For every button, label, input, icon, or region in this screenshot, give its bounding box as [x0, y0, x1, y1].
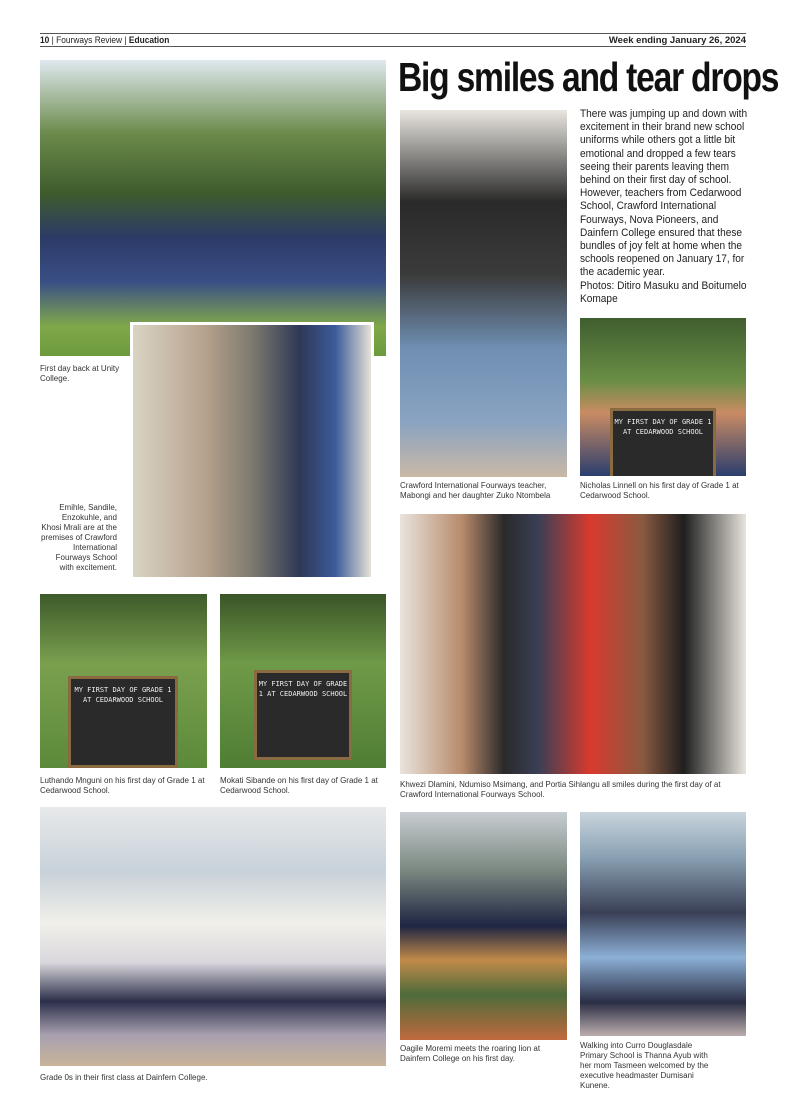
caption-mokati: Mokati Sibande on his first day of Grade 1 at Cedarwood School.: [220, 776, 378, 795]
photo-mokati: [220, 594, 386, 768]
letter-board: MY FIRST DAY OF GRADE 1 AT CEDARWOOD SCHOOL: [68, 676, 178, 768]
intro-paragraph: There was jumping up and down with excitement in their brand new school uniforms while others got a little bit emotional and dropped a few tears seeing their parents leaving them behind on their first day of school. However, teachers from Cedarwood School, Crawford International Fourways, Nova Pioneers, and Dainfern College ensured that these bundles of joy felt at home when the schools reopened on January 17, for the academic year.: [580, 108, 748, 279]
photo-grade0-class: [40, 807, 386, 1066]
headline: Big smiles and tear drops: [398, 54, 779, 100]
caption-mabongi: Crawford International Fourways teacher, Mabongi and her daughter Zuko Ntombela: [400, 481, 551, 500]
caption-khwezi: Khwezi Dlamini, Ndumiso Msimang, and Portia Sihlangu all smiles during the first day of at Crawford International Fourways School.: [400, 780, 721, 799]
photo-unity-college: [40, 60, 386, 356]
letter-board: MY FIRST DAY OF GRADE 1 AT CEDARWOOD SCHOOL: [610, 408, 716, 476]
publication-name: Fourways Review: [56, 35, 123, 46]
caption-grade0: Grade 0s in their first class at Dainfern College.: [40, 1073, 208, 1082]
caption-mrali: Emihle, Sandile, Enzokuhle, and Khosi Mrali are at the premises of Crawford International Fourways School with excitement.: [40, 503, 117, 572]
page-header-left: 10 | Fourways Review | Education: [40, 35, 170, 46]
photo-luthando: [40, 594, 207, 768]
page-number: 10: [40, 35, 50, 46]
caption-luthando: Luthando Mnguni on his first day of Grade 1 at Cedarwood School.: [40, 776, 205, 795]
header-rule: [40, 46, 746, 47]
photo-nicholas: [580, 318, 746, 476]
photo-khwezi-ndumiso-portia: [400, 514, 746, 774]
photo-credit: Photos: Ditiro Masuku and Boitumelo Komape: [580, 279, 747, 305]
issue-date: Week ending January 26, 2024: [608, 35, 746, 46]
photo-mrali-family: [130, 322, 374, 580]
photo-oagile-lion: [400, 812, 567, 1040]
photo-mabongi-zuko: [400, 110, 567, 477]
letter-board: MY FIRST DAY OF GRADE 1 AT CEDARWOOD SCHOOL: [254, 670, 352, 760]
intro-text: [580, 108, 750, 306]
top-rule: [40, 33, 746, 34]
photo-thanna-ayub: [580, 812, 746, 1036]
caption-nicholas: Nicholas Linnell on his first day of Grade 1 at Cedarwood School.: [580, 481, 739, 500]
caption-thanna: Walking into Curro Douglasdale Primary School is Thanna Ayub with her mom Tasmeen welcomed by the executive headmaster Dumisani Kunene.: [580, 1041, 709, 1090]
caption-oagile: Oagile Moremi meets the roaring lion at Dainfern College on his first day.: [400, 1044, 541, 1063]
caption-unity: First day back at Unity College.: [40, 364, 120, 383]
section-name: Education: [128, 35, 170, 46]
